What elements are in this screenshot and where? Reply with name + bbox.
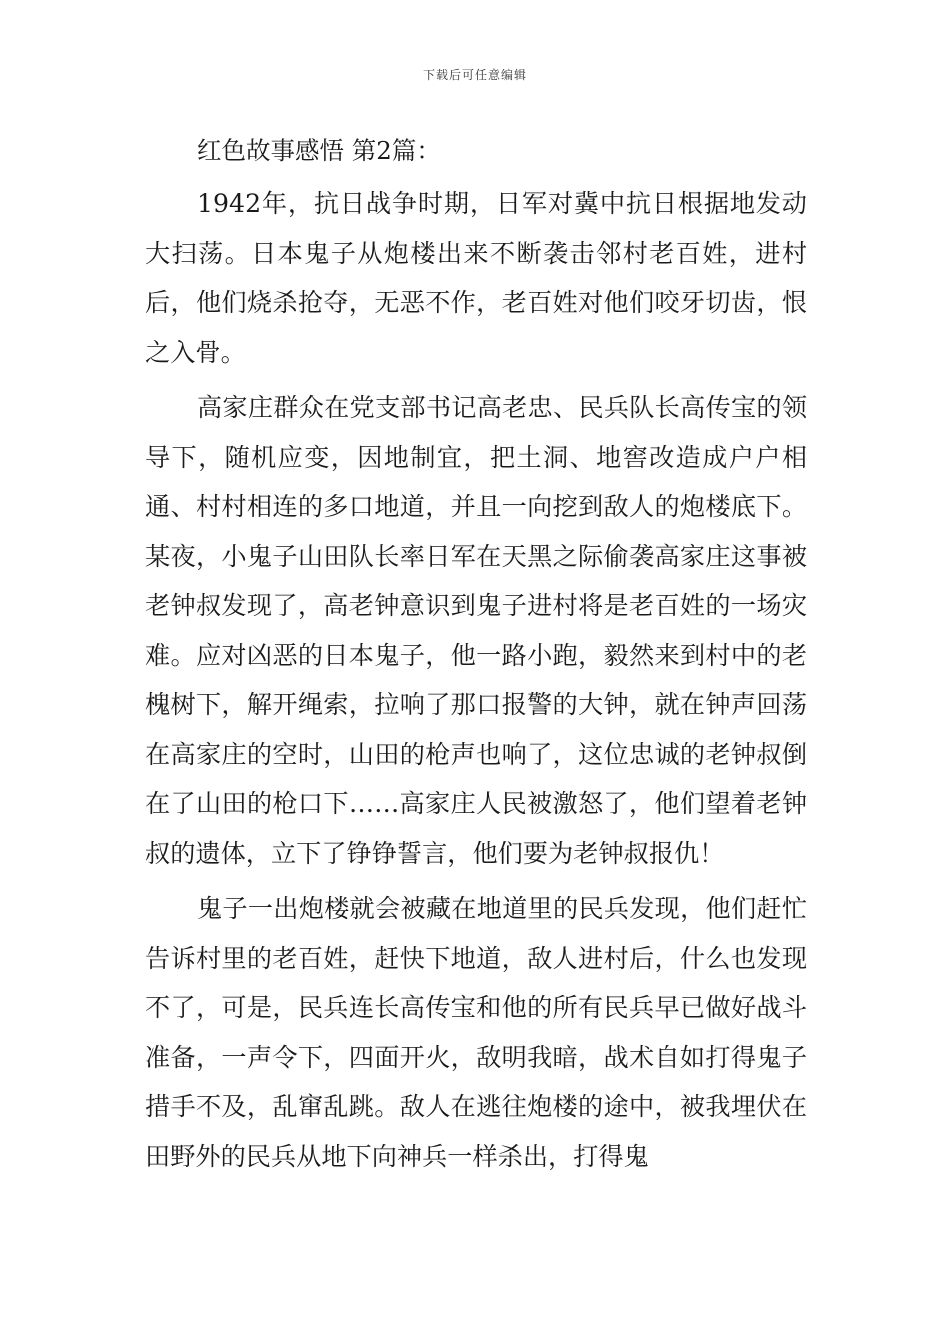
document-body [145,128,807,1181]
paragraph-2: 高家庄群众在党支部书记高老忠、民兵队长高传宝的领导下，随机应变，因地制宜，把土洞、地窖改造成户户相通、村村相连的多口地道，并且一向挖到敌人的炮楼底下。某夜，小鬼子山田队长率日军在天黑之际偷袭高家庄这事被老钟叔发现了，高老钟意识到鬼子进村将是老百姓的一场灾难。应对凶恶的日本鬼子，他一路小跑，毅然来到村中的老槐树下，解开绳索，拉响了那口报警的大钟，就在钟声回荡在高家庄的空时，山田的枪声也响了，这位忠诚的老钟叔倒在了山田的枪口下……高家庄人民被激怒了，他们望着老钟叔的遗体，立下了铮铮誓言，他们要为老钟叔报仇！ [145,393,807,868]
page-header-note: 下载后可任意编辑 [422,68,527,82]
paragraph-1: 1942年，抗日战争时期，日军对冀中抗日根据地发动大扫荡。日本鬼子从炮楼出来不断袭击邻村老百姓，进村后，他们烧杀抢夺，无恶不作，老百姓对他们咬牙切齿，恨之入骨。 [145,189,807,367]
document-title: 红色故事感悟 第2篇： [197,136,441,165]
paragraph-3: 鬼子一出炮楼就会被藏在地道里的民兵发现，他们赶忙告诉村里的老百姓，赶快下地道，敌人进村后，什么也发现不了，可是，民兵连长高传宝和他的所有民兵早已做好战斗准备，一声令下，四面开火，敌明我暗，战术自如打得鬼子措手不及，乱窜乱跳。敌人在逃往炮楼的途中，被我埋伏在田野外的民兵从地下向神兵一样杀出，打得鬼 [145,894,807,1171]
